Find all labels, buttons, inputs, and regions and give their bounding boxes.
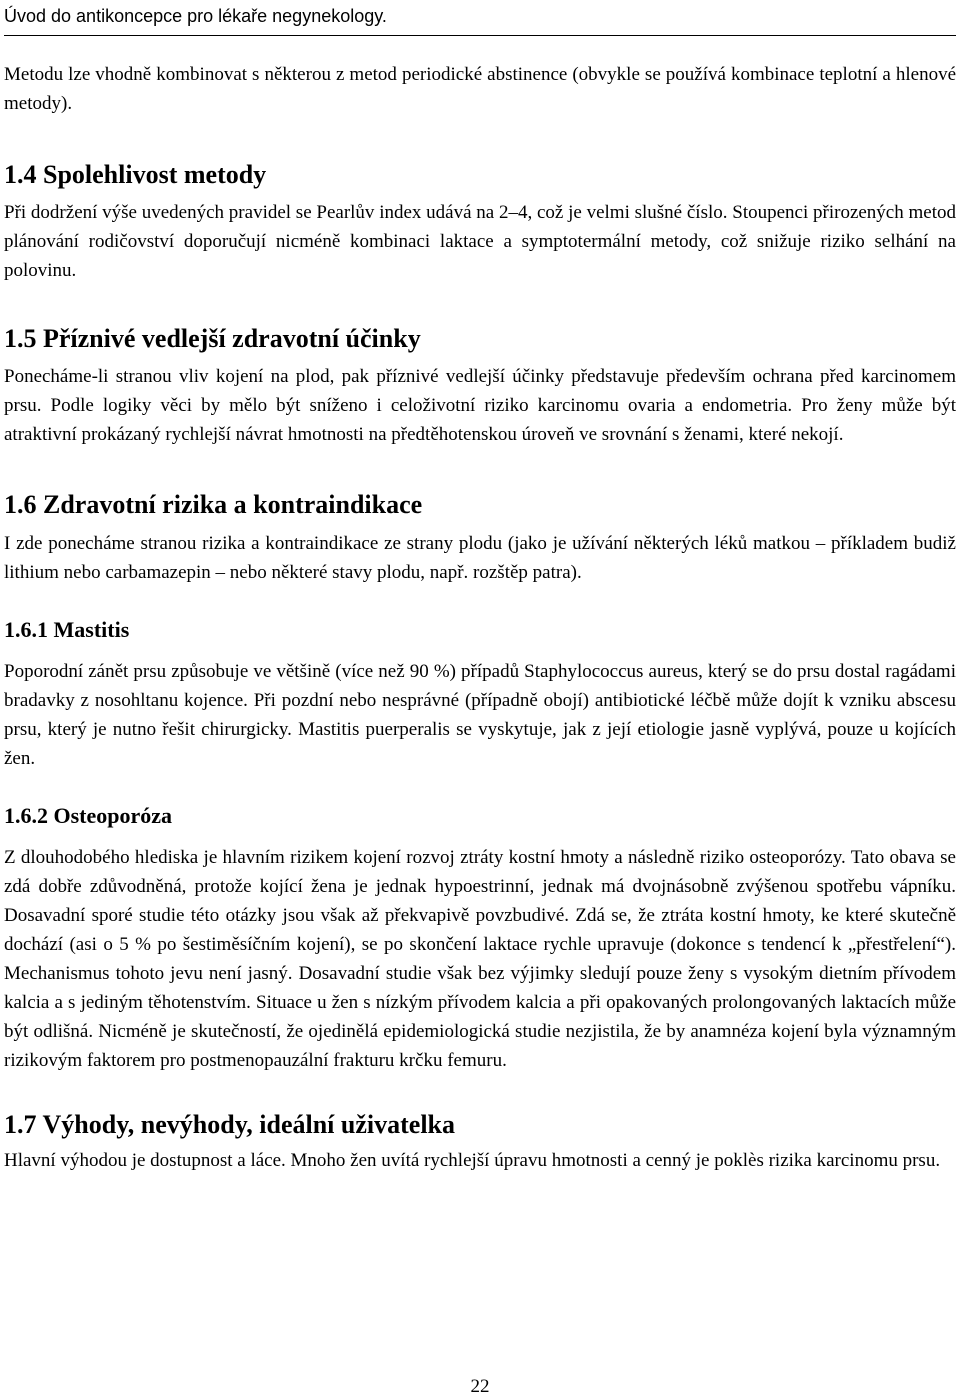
section-1-5-paragraph: Ponecháme-li stranou vliv kojení na plod, pak příznivé vedlejší účinky představuje především ochrana před karcinomem prsu. Podle logiky věci by mělo být sníženo i celoživotní riziko karcinomu ovaria a endometria. Pro ženy může být atraktivní prokázaný rychlejší návrat hmotnosti na předtěhotenskou úroveň ve srovnání s ženami, které nekojí. [4, 366, 956, 445]
document-body [4, 60, 956, 1175]
section-1-4-paragraph: Při dodržení výše uvedených pravidel se Pearlův index udává na 2–4, což je velmi slušné číslo. Stoupenci přirozených metod plánování rodičovství doporučují nicméně kombinaci laktace a symptotermální metody, což snižuje riziko selhání na polovinu. [4, 202, 956, 281]
section-heading-1-7: 1.7 Výhody, nevýhody, ideální uživatelka [4, 1110, 456, 1139]
subsection-heading-1-6-2: 1.6.2 Osteoporóza [4, 803, 173, 828]
section-heading-1-6: 1.6 Zdravotní rizika a kontraindikace [4, 490, 423, 519]
subsection-1-6-1-paragraph: Poporodní zánět prsu způsobuje ve většině (více než 90 %) případů Staphylococcus aureus, který se do prsu dostal ragádami bradavky z nosohltanu kojence. Při pozdní nebo nesprávné (případně obojí) antibiotické léčbě může dojít k vzniku abscesu prsu, který je nutno řešit chirurgicky. Mastitis puerperalis se vyskytuje, jak z její etiologie jasně vyplývá, pouze u kojících žen. [4, 661, 956, 769]
running-header: Úvod do antikoncepce pro lékaře negynekology. [4, 6, 387, 26]
subsection-heading-1-6-1: 1.6.1 Mastitis [4, 617, 130, 642]
header-divider [4, 35, 956, 36]
section-heading-1-4: 1.4 Spolehlivost metody [4, 160, 267, 189]
intro-paragraph: Metodu lze vhodně kombinovat s některou z metod periodické abstinence (obvykle se používá kombinace teplotní a hlenové metody). [4, 64, 956, 114]
page-number: 22 [470, 1376, 490, 1397]
subsection-1-6-2-paragraph: Z dlouhodobého hlediska je hlavním rizikem kojení rozvoj ztráty kostní hmoty a následně riziko osteoporózy. Tato obava se zdá dobře zdůvodněná, protože kojící žena je jednak hypoestrinní, jednak má dvojnásobně zvýšenou spotřebu vápníku. Dosavadní sporé studie této otázky jsou však až překvapivě povzbudivé. Zdá se, že ztráta kostní hmoty, ke které skutečně dochází (asi o 5 % po šestiměsíčním kojení), se po skončení laktace rychle upravuje (dokonce s tendencí k „přestřelení“). Mechanismus tohoto jevu není jasný. Dosavadní studie však bez výjimky sledují pouze ženy s vysokým dietním přívodem kalcia a s jediným těhotenstvím. Situace u žen s nízkým přívodem kalcia a při opakovaných prolongovaných laktacích může být odlišná. Nicméně je skutečností, že ojedinělá epidemiologická studie nezjistila, že by anamnéza kojení byla významným rizikovým faktorem pro postmenopauzální frakturu krčku femuru. [4, 847, 956, 1071]
section-1-6-paragraph: I zde ponecháme stranou rizika a kontraindikace ze strany plodu (jako je užívání některých léků matkou – příkladem budiž lithium nebo carbamazepin – nebo některé stavy plodu, např. rozštěp patra). [4, 533, 956, 583]
section-heading-1-5: 1.5 Příznivé vedlejší zdravotní účinky [4, 324, 421, 353]
section-1-7-paragraph: Hlavní výhodou je dostupnost a láce. Mnoho žen uvítá rychlejší úpravu hmotnosti a cenný je poklès rizika karcinomu prsu. [4, 1150, 941, 1171]
